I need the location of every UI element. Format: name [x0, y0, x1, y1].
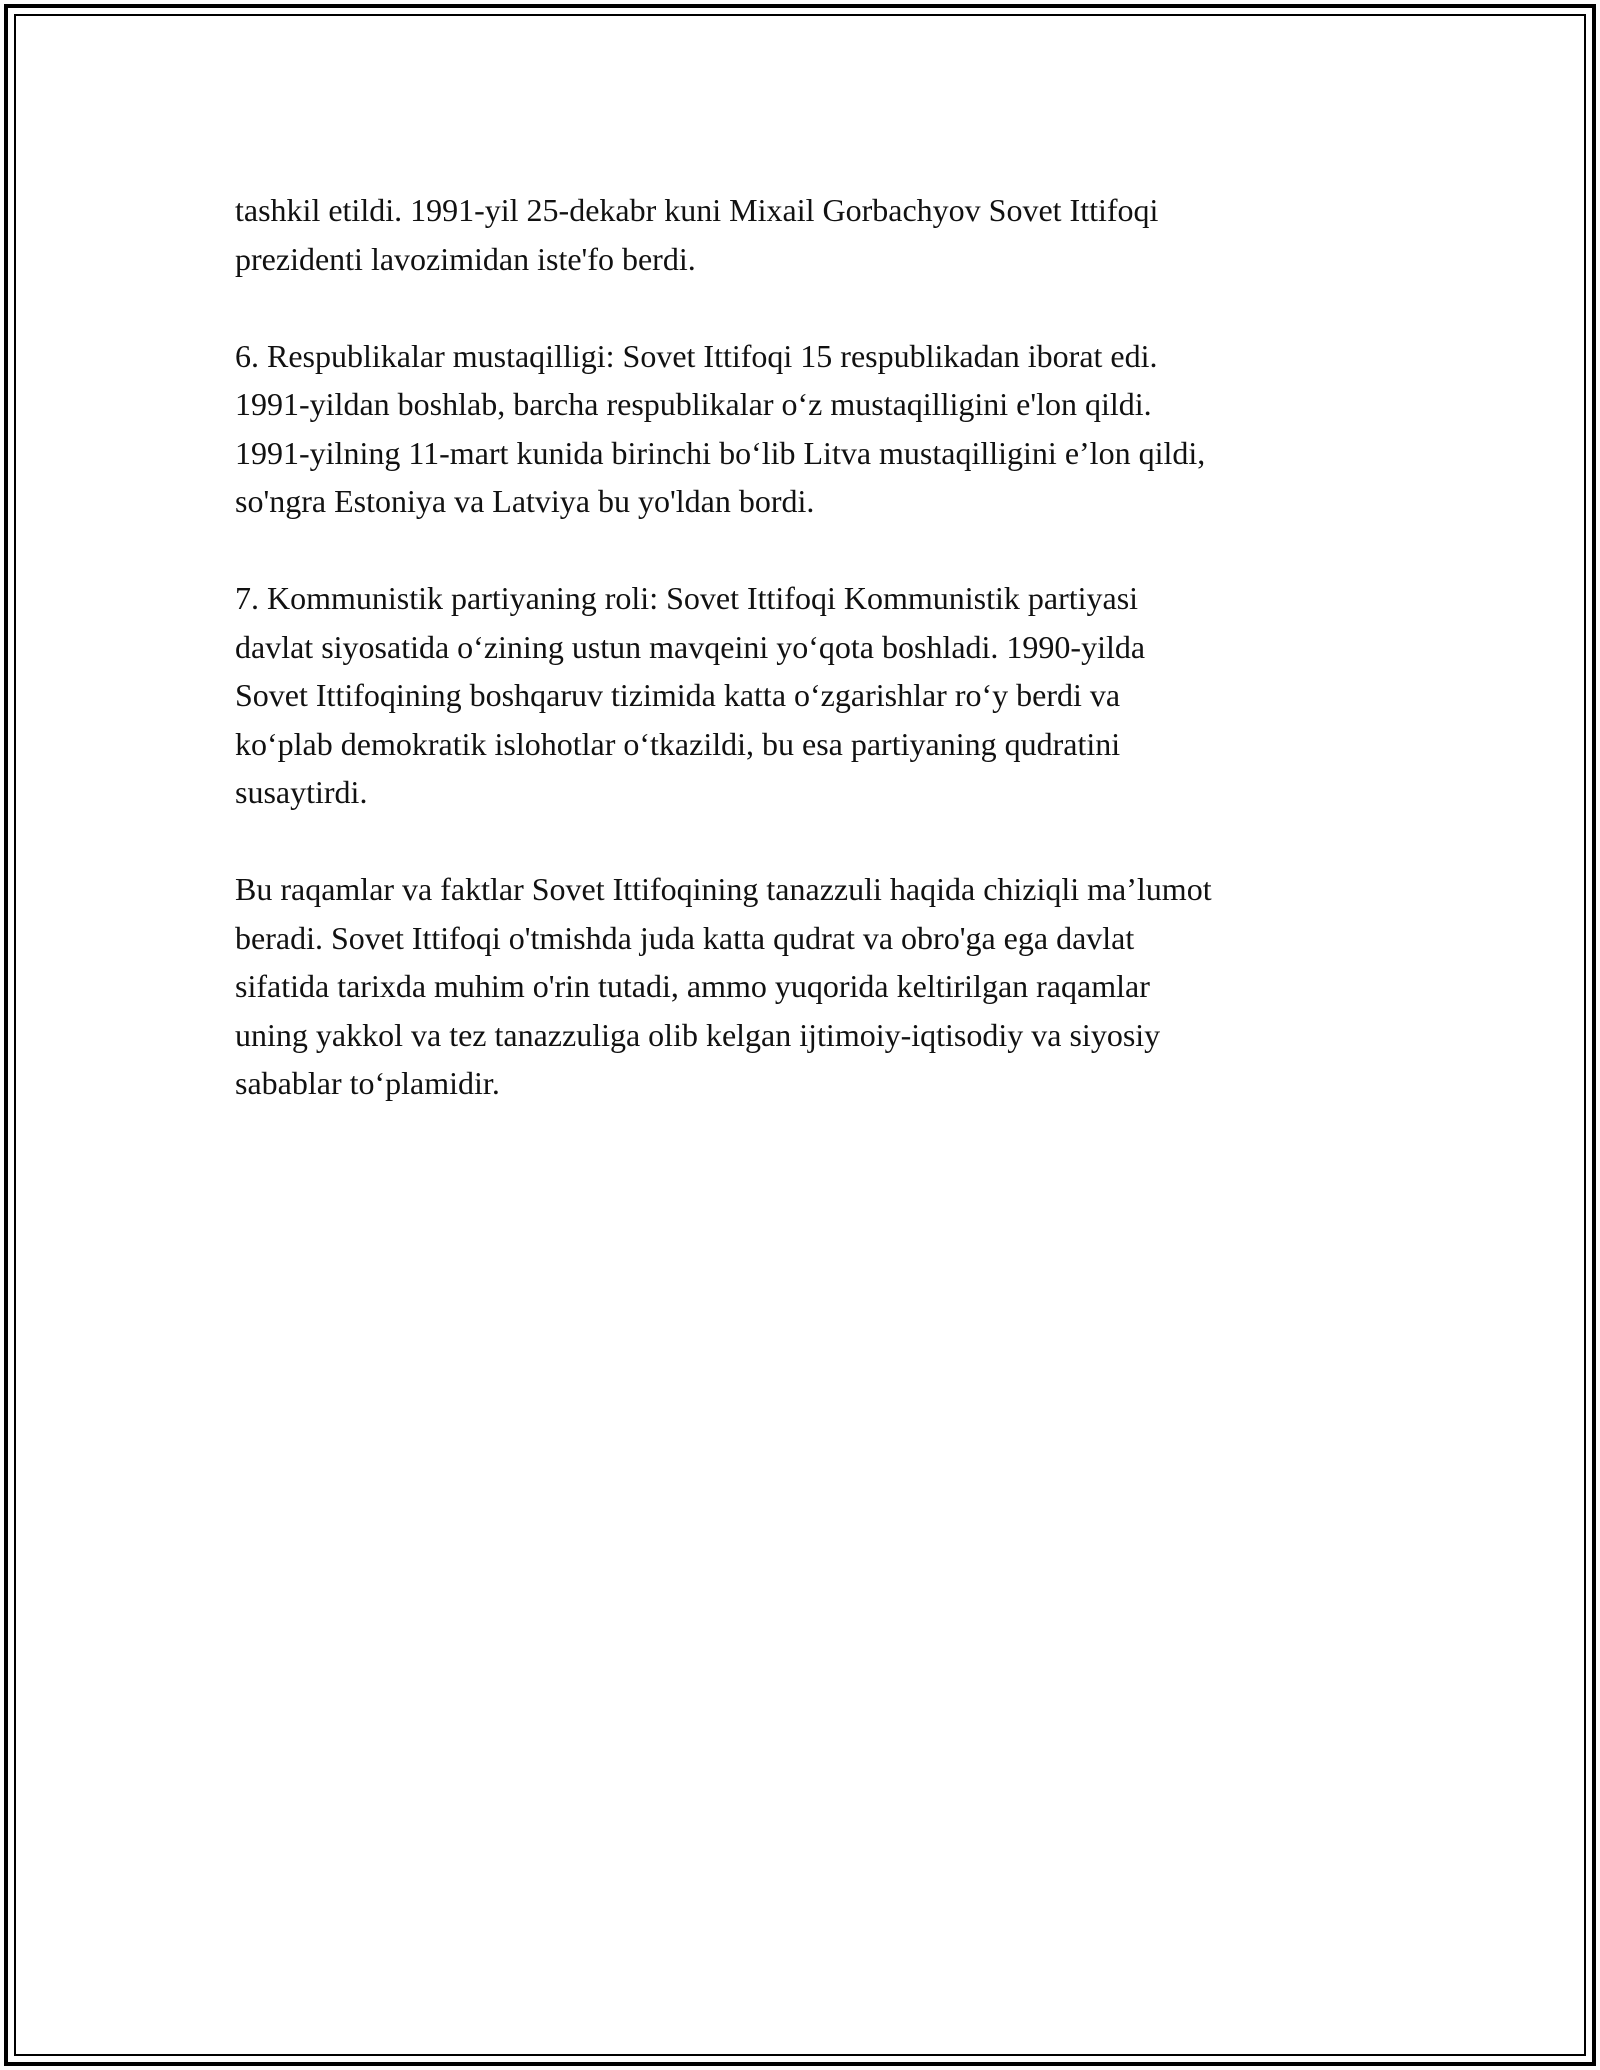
text-line: Bu raqamlar va faktlar Sovet Ittifoqining tanazzuli haqida chiziqli ma’lumot [235, 871, 1212, 907]
text-line: 1991-yilning 11-mart kunida birinchi bo‘lib Litva mustaqilligini e’lon qildi, [235, 434, 1206, 471]
text-line: 6. Respublikalar mustaqilligi: Sovet Ittifoqi 15 respublikadan iborat edi. [235, 337, 1158, 374]
text-line: so'ngra Estoniya va Latviya bu yo'ldan bordi. [235, 483, 815, 519]
text-line: ko‘plab demokratik islohotlar o‘tkazildi, bu esa partiyaning qudratini [235, 725, 1121, 762]
text-line: sifatida tarixda muhim o'rin tutadi, ammo yuqorida keltirilgan raqamlar [235, 968, 1150, 1004]
paragraph-republic-independence [235, 332, 1395, 526]
paragraph-conclusion [235, 865, 1395, 1108]
text-line: davlat siyosatida o‘zining ustun mavqeini yo‘qota boshladi. 1990-yilda [235, 628, 1146, 665]
text-line: sabablar to‘plamidir. [235, 1065, 500, 1101]
paragraph-communist-party-role [235, 574, 1395, 817]
text-line: 1991-yildan boshlab, barcha respublikalar o‘z mustaqilligini e'lon qildi. [235, 386, 1152, 422]
text-line: tashkil etildi. 1991-yil 25-dekabr kuni Mixail Gorbachyov Sovet Ittifoqi [235, 192, 1159, 228]
text-line: uning yakkol va tez tanazzuliga olib kelgan ijtimoiy-iqtisodiy va siyosiy [235, 1016, 1161, 1053]
text-line: beradi. Sovet Ittifoqi o'tmishda juda katta qudrat va obro'ga ega davlat [235, 919, 1135, 956]
text-line: Sovet Ittifoqining boshqaruv tizimida katta o‘zgarishlar ro‘y berdi va [235, 677, 1121, 713]
text-line: susaytirdi. [235, 774, 368, 810]
text-line: 7. Kommunistik partiyaning roli: Sovet Ittifoqi Kommunistik partiyasi [235, 580, 1139, 616]
document-body [235, 186, 1395, 1156]
text-line: prezidenti lavozimidan iste'fo berdi. [235, 240, 696, 277]
paragraph-gorbachev-resignation [235, 186, 1395, 283]
